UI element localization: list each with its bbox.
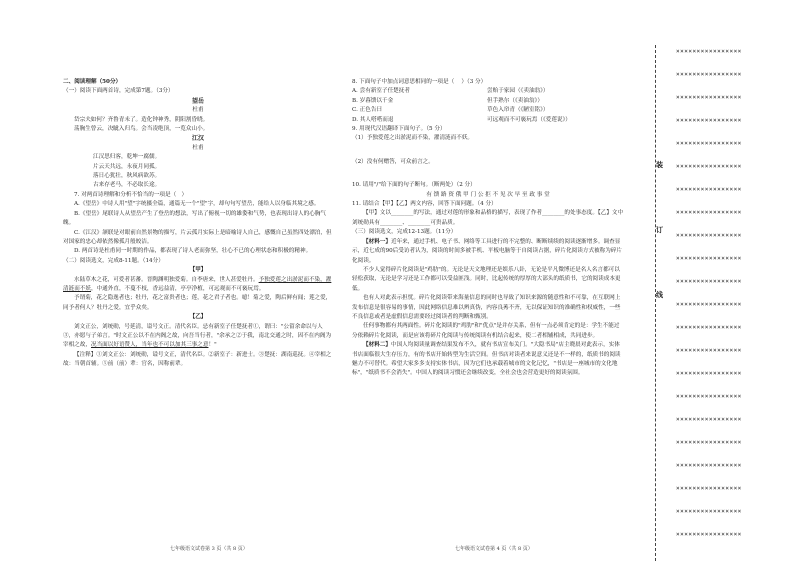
yi-paragraph [63,323,333,351]
option-a: A.《望岳》中诗人用"望"字统摄全篇，通篇无一个"望"字，却句句写望岳，能给人以身临其境之感。 [74,201,320,208]
binding-x-row: ×××××××××××××××× [676,209,742,216]
binding-x-row: ×××××××××××××××× [676,416,742,423]
yi-underlined: 况当面以好语赞人，当年也不可以加其三事之意 [90,342,209,349]
question-9: 9. 用现代汉语翻译下面句子。（5 分） [352,126,446,133]
binding-x-row: ×××××××××××××××× [676,301,742,308]
binding-x-row: ×××××××××××××××× [676,94,742,101]
q8-option-b [352,97,624,106]
right-column [352,78,624,379]
jia-text: ，中通外直，不蔓不枝，香远益清，亭亭净植，可远观而不可亵玩焉。 [90,285,265,292]
binding-x-row: ×××××××××××××××× [676,140,742,147]
q9-1: （1）予独爱莲之出淤泥而不染，濯清涟而不妖。 [352,135,474,142]
binding-x-row: ×××××××××××××××× [676,439,742,446]
binding-x-row: ×××××××××××××××× [676,255,742,262]
poem2-author: 杜甫 [192,144,204,151]
q8-a-left: A. 尝有新室子任楚抚者 [352,88,410,95]
question-12-intro: （三）阅读选文，完成12-13题。（11分） [352,229,457,236]
material-1-label: 【材料一】 [363,238,391,245]
binding-line [655,45,656,561]
binding-x-row: ×××××××××××××××× [676,370,742,377]
yi-note: 【注释】①刘文正公：刘统勋，谥号文正，清代名臣。②新室子：新进士。③楚抚：湖南巡抚。④宰相之故：当朝首辅。⑤前（前）辈：官名，因称前辈。 [63,351,332,368]
q8-b-right: 但手熟尔（《卖油翁》） [487,97,543,104]
yi-label: 【乙】 [189,314,207,321]
poem1-title: 望岳 [191,97,204,105]
answer-space [352,144,624,158]
poem1-line: 岱宗夫如何？齐鲁青未了。造化钟神秀，阴阳割昏晓。 [74,116,209,123]
poem1-author: 杜甫 [192,107,204,114]
page-footer-right: 七年级语文试卷第 4 页（共 8 页） [455,546,533,552]
binding-x-row: ×××××××××××××××× [676,278,742,285]
jia-text: 水陆草木之花，可爱者甚蕃。晋陶渊明独爱菊。自李唐来，世人甚爱牡丹。 [74,276,259,283]
material-1-p2: 不少人觉得碎片化阅读是"鸡肋"的。无论是天文地理还是娱乐八卦，无论是平凡微博还是名人名言都可以轻松获取，无论是学习还是工作都可以受益匪浅。同时，比起传统的厚厚的大部头的纸质书，它的阅读成本更低。 [352,266,621,292]
binding-x-row: ×××××××××××××××× [676,393,742,400]
binding-x-row: ×××××××××××××××× [676,232,742,239]
q11-text: 【甲】文以________的写法，通过对莲的形象和品格的描写，表现了作者________的处事态度。【乙】文中刘统勋具有________、________可贵品质。 [352,210,624,226]
binding-x-row: ×××××××××××××××× [676,324,742,331]
jia-paragraph-1 [63,276,333,295]
binding-x-row: ×××××××××××××××× [676,347,742,354]
binding-x-row: ×××××××××××××××× [676,48,742,55]
poem2-line: 江汉思归客，乾坤一腐儒。 [93,154,161,161]
material-2 [352,341,624,379]
material-1-p3: 也有人对此表示担忧。碎片化阅读带来海量信息的同时也导致了知识来源的随意性和不可靠，在互联网上发布信息是很容易的事情，因此网络信息难以辨真伪，内容良莠不齐，无以保证知识的准确性和权威性，一些不良信息或者是虚假信息需要经过阅读者的判断和甄别。 [352,295,621,320]
q8-c-right: 草色入帘青（《陋室铭》） [487,107,549,114]
poem2-title: 江汉 [191,135,204,143]
poem2-line: 落日心犹壮，秋风病欲苏。 [93,173,161,180]
q8-option-a [352,87,624,96]
jia-paragraph-2: 予谓菊，花之隐逸者也；牡丹，花之富贵者也；莲，花之君子者也。噫！菊之爱，陶后鲜有闻；莲之爱，同予者何人？牡丹之爱，宜乎众矣。 [63,295,332,311]
binding-x-row: ×××××××××××××××× [676,163,742,170]
q8-d-right: 可远观而不可亵玩焉（《爱莲说》） [487,116,571,123]
binding-x-row: ×××××××××××××××× [676,485,742,492]
q8-d-left: D. 其人嗒嗒而退 [352,116,394,123]
left-column [63,78,333,370]
binding-x-row: ×××××××××××××××× [676,531,742,538]
question-7: 7. 对两首诗理解和分析不恰当的一项是（ ） [74,191,188,198]
q8-b-left: B. 岁暮馈以千金 [352,97,394,104]
bind-char-zhuang: 装 [656,160,663,169]
question-intro: （一）阅读下面两首诗，完成第7题。（3分） [63,88,174,95]
jia-underlined: 予独爱莲之出淤泥而不染，濯清涟而不妖 [63,276,332,292]
section-title: 二、阅读理解（50分） [63,79,122,85]
material-2-label: 【材料二】 [363,342,391,349]
binding-x-row: ×××××××××××××××× [676,117,742,124]
q10-text: 有 馈 路 资 俄 甲 门 公 拒 不 见 次 早 至 政 事 堂 [426,191,550,198]
question-10: 10. 请用"/"给下面的句子断句。（断两处）（2 分） [352,182,476,189]
option-d: D. 两首诗是杜甫同一时期的作品，都表现了诗人老而弥坚，壮心不已的心理状态和积极的精神。 [74,248,312,255]
yi-text: ！" [208,342,217,349]
question-8: 8. 下面句子中加点词意思相同的一项是（ ）（3 分） [352,79,487,85]
binding-margin [654,0,794,561]
binding-x-row: ×××××××××××××××× [676,462,742,469]
q8-a-right: 尝贻于家园（《卖油翁》） [487,88,549,95]
yi-text: 刘文正公 [74,323,97,330]
material-1-text: 近年来，通过手机、电子书、网络等工具进行的不完整的、断断续续的阅读逐渐增多。调查显示，近七成的90后受访者认为，阅读的时间多被手机、平板电脑等于自阅读占据，碎片化阅读方式被称为碎片化阅读。 [352,238,623,264]
answer-space [352,167,624,181]
material-1-p4: 任何事物都有其两面性。碎片化阅读的"鸡肋"和"优点"是并存关系，但有一点必须肯定的是：学生不能过分依赖碎片化阅读，而是应该将碎片化阅读与传统阅读有机结合起来，使二者相辅相成，共同进步。 [352,323,620,339]
poem2-line: 古来存老马，不必取长途。 [93,182,161,189]
q8-option-c [352,106,624,115]
jia-label: 【甲】 [189,267,207,274]
binding-x-row: ×××××××××××××××× [676,71,742,78]
yi-text: ，刘统勋，号延清，谥号文正。清代名臣。忌有新室子任楚抚者①，谓曰："公留余命以与人③，亦愿与子弟言。"时文正公以不在内阁之故，向吾当行者，"余承之②于我，南北交通之时，因不在内阁为宰相之故， [63,323,332,349]
binding-x-row: ×××××××××××××××× [676,508,742,515]
bind-char-xian: 线 [656,290,663,299]
q8-c-left: C. 正色告曰 [352,107,383,114]
bind-char-ding: 订 [656,225,663,234]
question-8-intro: （二）阅读选文，完成8-11题。（14分） [63,257,164,264]
material-2-text: 中国人均阅读量调查结果发布不久，就有书店宣布关门。"大隐书局"店主晓晨对此表示，实体书店面临很大生存压力，有的书店开始转型为生活空间。但书店对读者来说意义还是不一样的，纸质书的阅读魅力不可替代。希望大家多多支持实体书店，因为它们也承载着城市的文化记忆，"书店是一座城市的文化地标"，"纸质书不会消失"。中国人的阅读习惯还会继续改变，全社会也会营造更好的阅读氛围。 [352,342,621,377]
question-11: 11. 请结合【甲】【乙】两文内容，回答下面问题。（4 分） [352,201,497,208]
q8-option-d [352,116,624,125]
option-c: C.《江汉》颔联是对眼前自然景物的描写，片云孤月实际上是暗喻诗人自己，感慨自己虽然四处漂泊，但对国家的忠心却依然像孤月般皎洁。 [63,229,332,245]
poem2-line: 片云天共远，永夜月同孤。 [93,163,161,170]
option-b: B.《望岳》尾联诗人从望岳产生了登岳的想法，写出了俯视一切的雄姿和气势，也表现出诗人的心胸气魄。 [63,210,327,227]
q9-2: （2）没有何赠答，可众前言之。 [352,158,434,165]
poem1-line: 荡胸生曾云，决眦入归鸟。会当凌绝顶，一览众山小。 [74,126,209,133]
page-footer-left: 七年级语文试卷第 3 页（共 8 页） [170,546,248,552]
material-1 [352,238,624,266]
binding-x-row: ×××××××××××××××× [676,186,742,193]
